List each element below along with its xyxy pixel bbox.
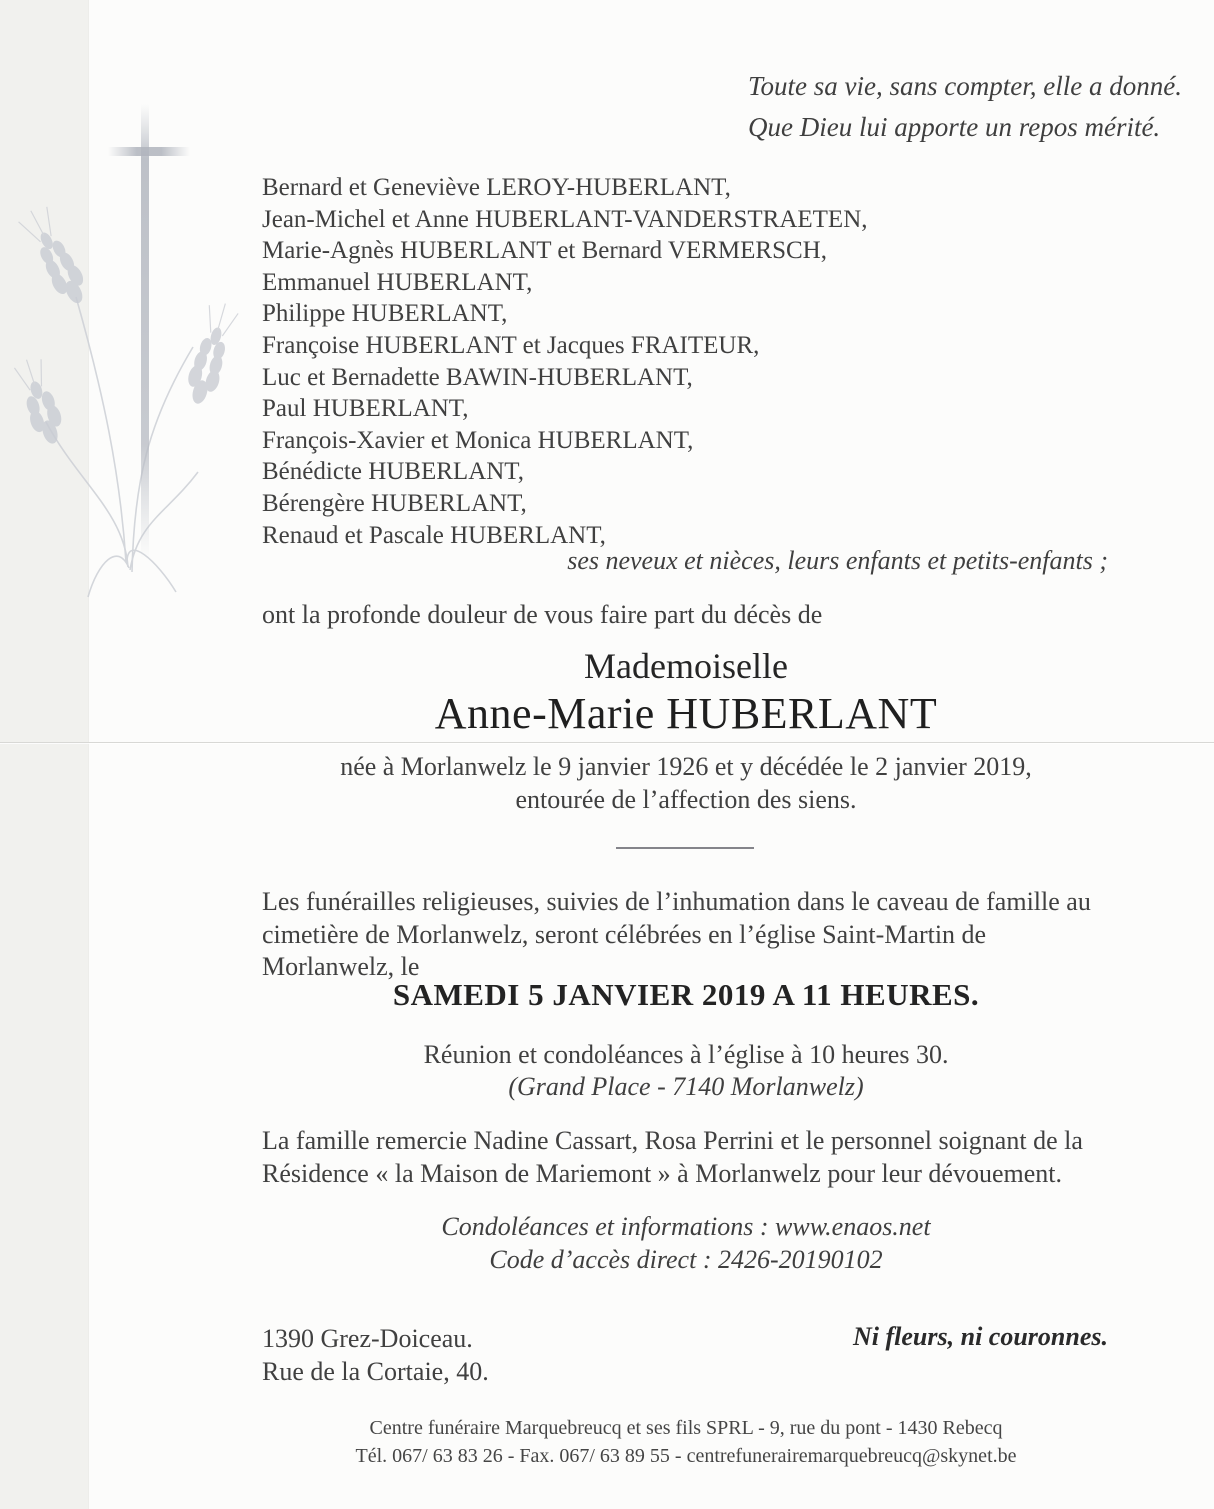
family-name: Bernard et Geneviève LEROY-HUBERLANT,: [262, 174, 731, 201]
family-name: Emmanuel HUBERLANT,: [262, 268, 533, 296]
address-city: 1390 Grez-Doiceau.: [262, 1324, 473, 1353]
quote-line: Que Dieu lui apporte un repos mérité.: [748, 112, 1161, 142]
paper-fold-line: [0, 742, 1214, 743]
gathering-info: Réunion et condoléances à l’église à 10 heures 30.: [423, 1040, 949, 1069]
family-thanks: La famille remercie Nadine Cassart, Rosa Perrini et le personnel soignant de la Résidence « la Maison de Mariemont » à Morlanwelz pour leur dévouement.: [262, 1126, 1083, 1188]
family-name: François-Xavier et Monica HUBERLANT,: [262, 426, 694, 454]
section-divider: [616, 847, 754, 849]
family-name: Philippe HUBERLANT,: [262, 300, 508, 328]
family-name: Luc et Bernadette BAWIN-HUBERLANT,: [262, 363, 693, 391]
cross-and-wheat-icon: [8, 92, 264, 602]
birth-death-info: [262, 750, 1110, 816]
announcement-intro: ont la profonde douleur de vous faire part du décès de: [262, 600, 823, 629]
surrounded-line: entourée de l’affection des siens.: [515, 785, 857, 814]
family-names-list: [262, 172, 868, 551]
memorial-quote: [748, 66, 1182, 148]
address-street: Rue de la Cortaie, 40.: [262, 1357, 489, 1386]
access-code: Code d’accès direct : 2426-20190102: [489, 1245, 883, 1274]
family-name: Renaud et Pascale HUBERLANT,: [262, 521, 606, 549]
deceased-name: Anne-Marie HUBERLANT: [434, 689, 938, 738]
family-name: Bérengère HUBERLANT,: [262, 489, 527, 517]
no-flowers-note: Ni fleurs, ni couronnes.: [853, 1322, 1108, 1351]
family-address: [262, 1322, 489, 1388]
funeral-home-address: Centre funéraire Marquebreucq et ses fils SPRL - 9, rue du pont - 1430 Rebecq: [369, 1417, 1003, 1439]
funeral-details: Les funérailles religieuses, suivies de l’inhumation dans le caveau de famille au cimetière de Morlanwelz, seront célébrées en l’église Saint-Martin de Morlanwelz, le: [262, 887, 1091, 981]
funeral-home-contact: Tél. 067/ 63 83 26 - Fax. 067/ 63 89 55 - centrefunerairemarquebreucq@skynet.be: [355, 1445, 1017, 1467]
family-name: Françoise HUBERLANT et Jacques FRAITEUR,: [262, 331, 760, 359]
funeral-home-footer: [262, 1414, 1110, 1470]
birth-death-line: née à Morlanwelz le 9 janvier 1926 et y décédée le 2 janvier 2019,: [340, 752, 1032, 781]
ceremony-datetime: SAMEDI 5 JANVIER 2019 A 11 HEURES.: [392, 977, 980, 1012]
church-address: (Grand Place - 7140 Morlanwelz): [508, 1072, 864, 1101]
cross-icon: [108, 104, 190, 559]
family-name: Bénédicte HUBERLANT,: [262, 458, 524, 486]
family-name: Marie-Agnès HUBERLANT et Bernard VERMERSCH,: [262, 237, 827, 265]
deceased-title: Mademoiselle: [584, 646, 788, 686]
condolences-info: Condoléances et informations : www.enaos.net: [441, 1212, 931, 1241]
family-name: Paul HUBERLANT,: [262, 395, 469, 423]
relation-line: ses neveux et nièces, leurs enfants et petits-enfants ;: [567, 546, 1108, 575]
family-name: Jean-Michel et Anne HUBERLANT-VANDERSTRAETEN,: [262, 205, 868, 233]
quote-line: Toute sa vie, sans compter, elle a donné.: [748, 71, 1182, 101]
